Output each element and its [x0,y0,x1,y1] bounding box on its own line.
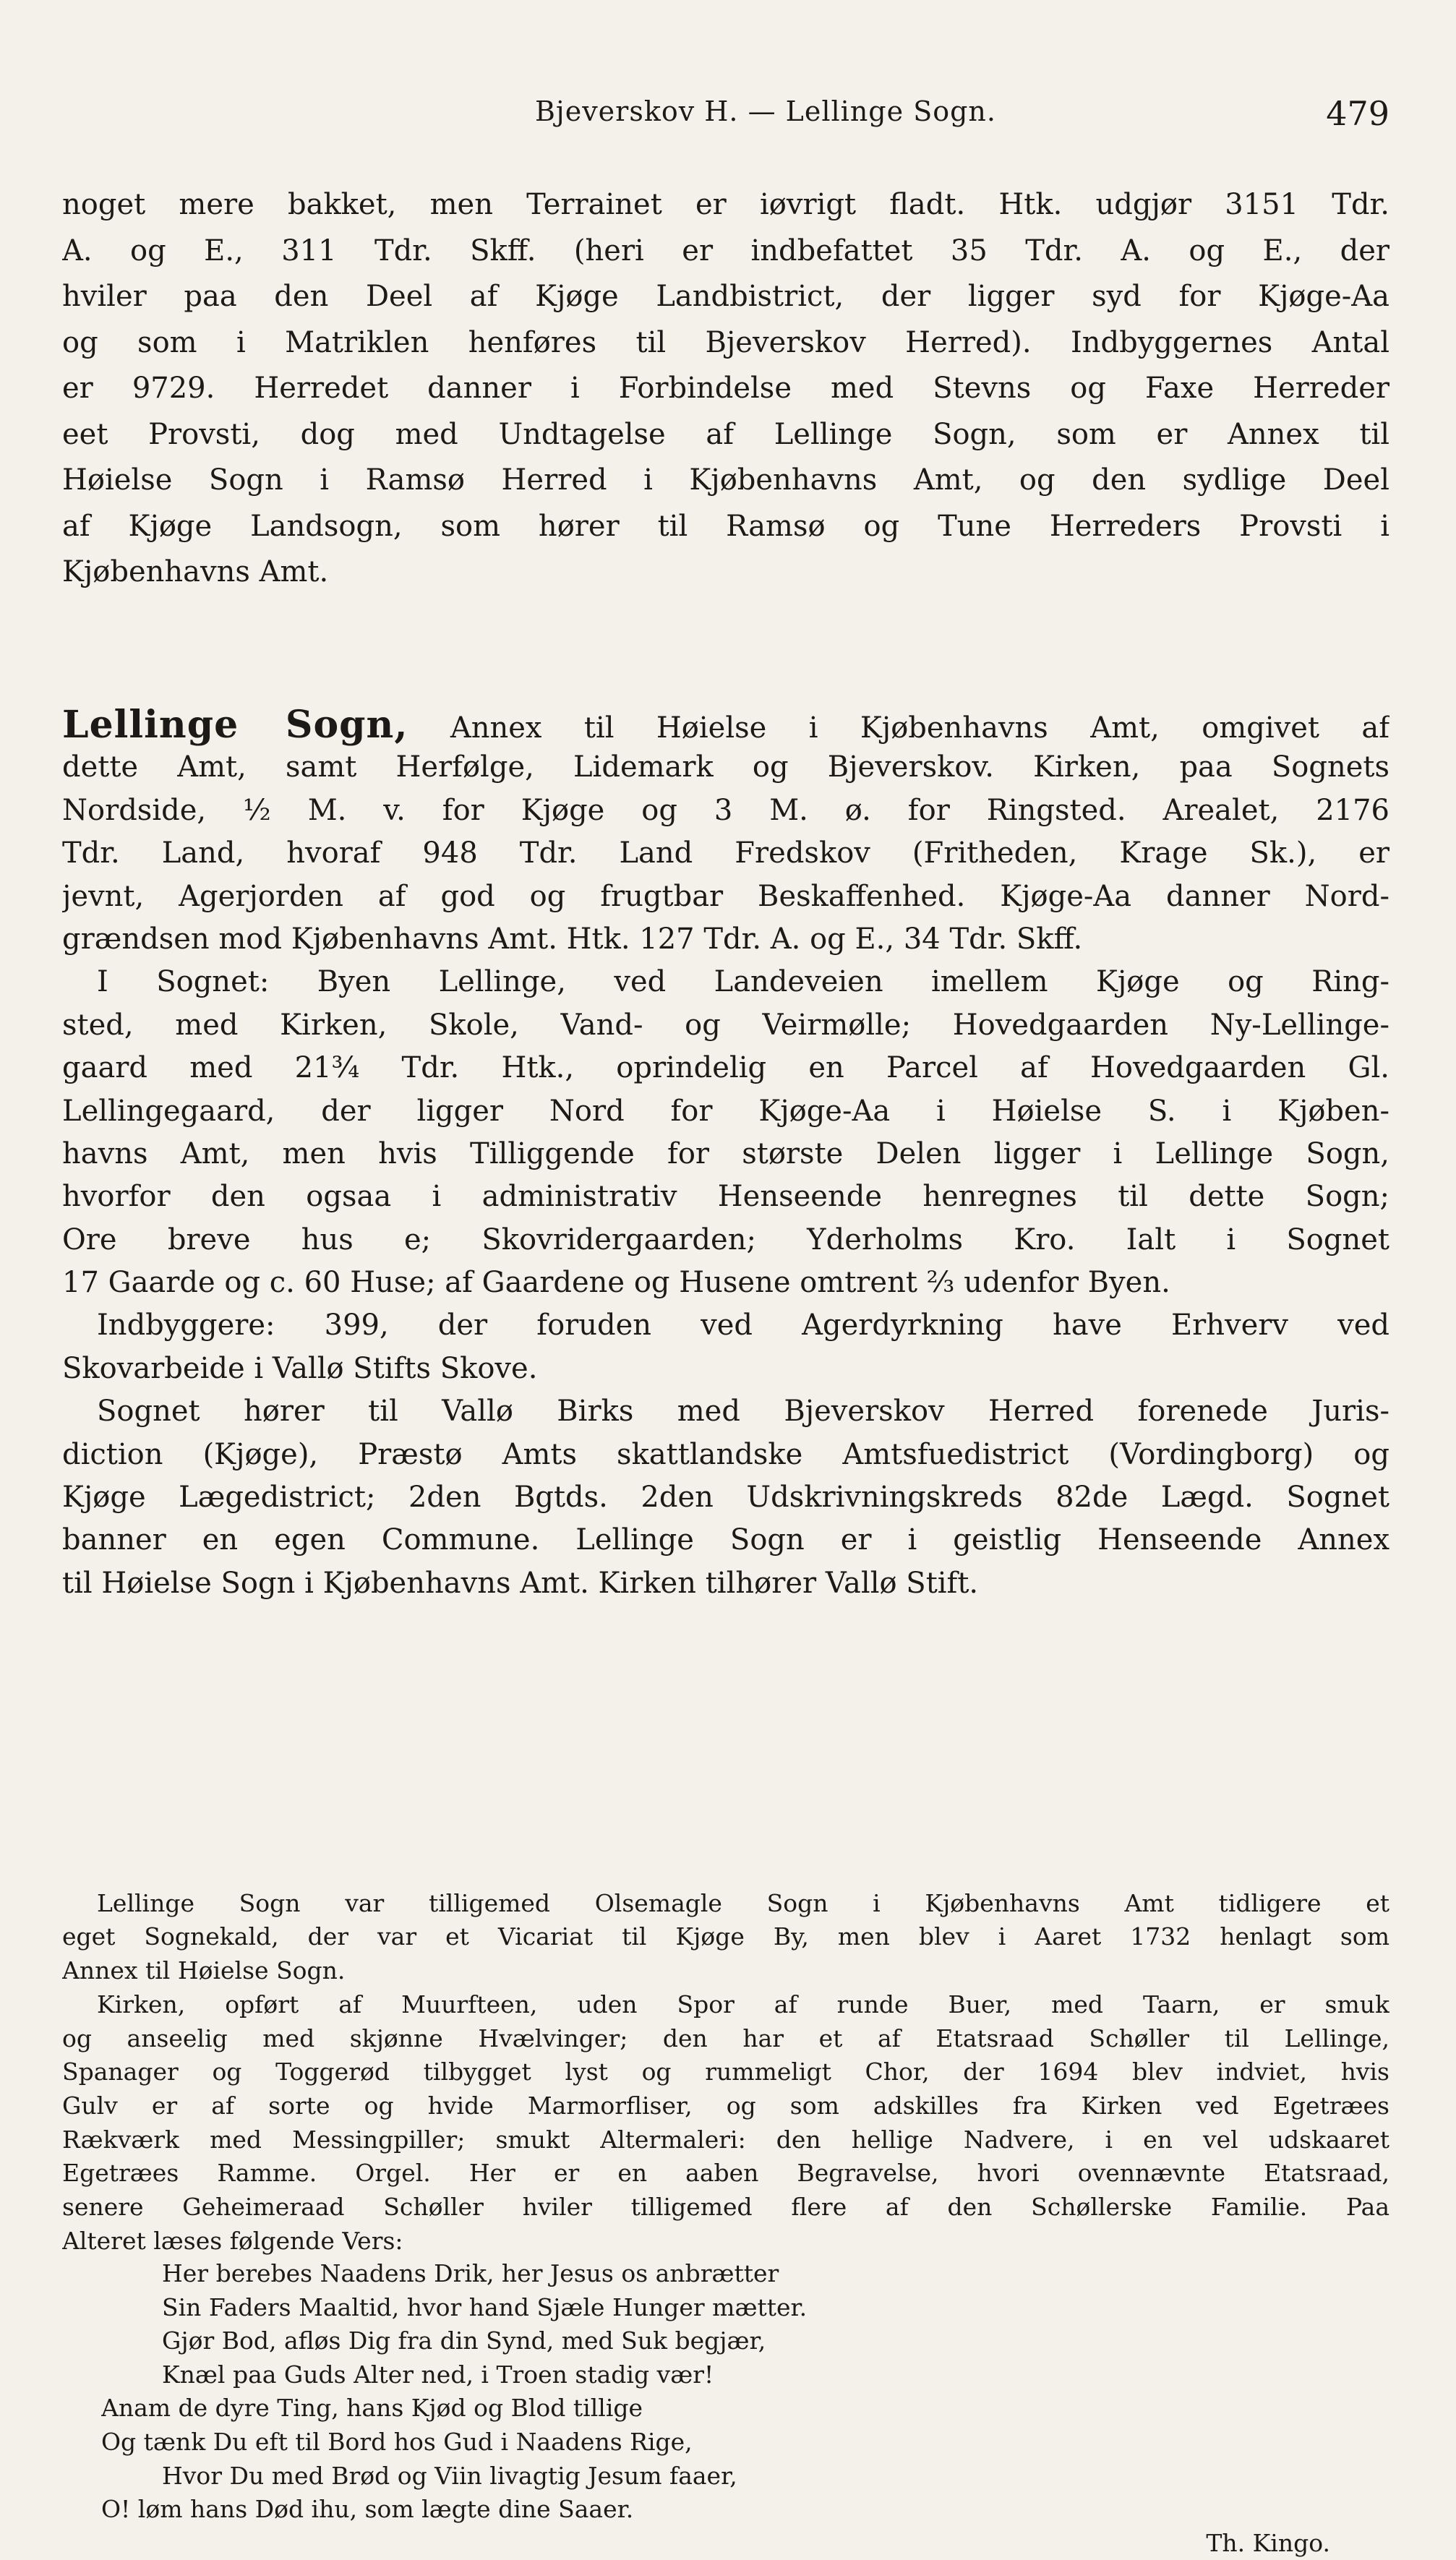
text-line: Sognet hører til Vallø Birks med Bjeverskov Herred forenede Juris- [97,1395,1389,1429]
altar-verse [101,2257,1330,2560]
text-line: Indbyggere: 399, der foruden ved Agerdyrkning have Erhverv ved [97,1309,1389,1343]
text-line: Nordside, ½ M. v. for Kjøge og 3 M. ø. for Ringsted. Arealet, 2176 [62,793,1389,827]
verse-line: Hvor Du med Brød og Viin livagtig Jesum faaer, [162,2461,737,2490]
text-line: 17 Gaarde og c. 60 Huse; af Gaardene og Husene omtrent ⅔ udenfor Byen. [62,1266,1170,1300]
running-title: Bjeverskov H. — Lellinge Sogn. [535,95,996,127]
text-line: og anseelig med skjønne Hvælvinger; den har et af Etatsraad Schøller til Lellinge, [62,2024,1389,2052]
text-line: Annex til Høielse Sogn. [62,1956,346,1985]
text-line: Ore breve hus e; Skovridergaarden; Yderholms Kro. Ialt i Sognet [62,1223,1389,1257]
verse-line: O! løm hans Død ihu, som lægte dine Saaer. [101,2495,634,2524]
text-line: jevnt, Agerjorden af god og frugtbar Beskaffenhed. Kjøge-Aa danner Nord- [62,879,1389,913]
verse-line: Anam de dyre Ting, hans Kjød og Blod tillige [101,2394,643,2423]
parish-entry [62,703,1389,1605]
text-line: Lellingegaard, der ligger Nord for Kjøge-Aa i Høielse S. i Kjøben- [62,1094,1389,1128]
text-line: banner en egen Commune. Lellinge Sogn er i geistlig Henseende Annex [62,1523,1389,1557]
text-line: Kirken, opført af Muurfteen, uden Spor af runde Buer, med Taarn, er smuk [97,1990,1389,2019]
text-line: Spanager og Toggerød tilbygget lyst og rummeligt Chor, der 1694 blev indviet, hvis [62,2058,1389,2086]
text-line: Skovarbeide i Vallø Stifts Skove. [62,1351,538,1385]
text-span: Annex til Høielse i Kjøbenhavns Amt, omgivet af [450,711,1389,745]
text-line: Lellinge Sogn var tilligemed Olsemagle Sogn i Kjøbenhavns Amt tidligere et [97,1889,1389,1917]
text-line: dette Amt, samt Herfølge, Lidemark og Bjeverskov. Kirken, paa Sognets [62,750,1389,784]
text-line: diction (Kjøge), Præstø Amts skattlandske Amtsfuedistrict (Vordingborg) og [62,1437,1389,1471]
text-line: Kjøge Lægedistrict; 2den Bgtds. 2den Udskrivningskreds 82de Lægd. Sognet [62,1481,1389,1515]
text-line: grændsen mod Kjøbenhavns Amt. Htk. 127 Tdr. A. og E., 34 Tdr. Skff. [62,922,1083,956]
parish-heading: Lellinge Sogn, [62,703,408,747]
running-header [0,88,1456,132]
text-line: af Kjøge Landsogn, som hører til Ramsø og Tune Herreders Provsti i [62,509,1389,543]
text-line: A. og E., 311 Tdr. Skff. (heri er indbefattet 35 Tdr. A. og E., der [62,234,1389,267]
intro-paragraph [62,182,1389,596]
text-line: Rækværk med Messingpiller; smukt Altermaleri: den hellige Nadvere, i en vel udskaaret [62,2125,1389,2154]
text-line: eget Sognekald, der var et Vicariat til Kjøge By, men blev i Aaret 1732 henlagt som [62,1922,1389,1951]
church-description [62,1988,1389,2259]
verse-line: Her berebes Naadens Drik, her Jesus os anbrætter [162,2259,779,2287]
text-line: hviler paa den Deel af Kjøge Landbistrict, der ligger syd for Kjøge-Aa [62,280,1389,313]
verse-signature: Th. Kingo. [1206,2528,1330,2557]
verse-line: Og tænk Du eft til Bord hos Gud i Naadens Rige, [101,2427,693,2456]
text-line: I Sognet: Byen Lellinge, ved Landeveien imellem Kjøge og Ring- [97,965,1389,999]
verse-line: Sin Faders Maaltid, hvor hand Sjæle Hunger mætter. [162,2293,808,2321]
text-line: til Høielse Sogn i Kjøbenhavns Amt. Kirken tilhører Vallø Stift. [62,1566,979,1600]
text-line: senere Geheimeraad Schøller hviler tilligemed flere af den Schøllerske Familie. Paa [62,2193,1389,2222]
text-line: Tdr. Land, hvoraf 948 Tdr. Land Fredskov (Fritheden, Krage Sk.), er [62,836,1389,870]
text-line: hvorfor den ogsaa i administrativ Henseende henregnes til dette Sogn; [62,1180,1389,1214]
text-line: sted, med Kirken, Skole, Vand- og Veirmølle; Hovedgaarden Ny-Lellinge- [62,1008,1389,1042]
parish-first-line [62,703,1389,746]
text-line: Gulv er af sorte og hvide Marmorfliser, og som adskilles fra Kirken ved Egetræes [62,2092,1389,2120]
history-note [62,1887,1389,1987]
text-line: Kjøbenhavns Amt. [62,555,329,588]
text-line: er 9729. Herredet danner i Forbindelse med Stevns og Faxe Herreder [62,372,1389,405]
text-line: noget mere bakket, men Terrainet er iøvrigt fladt. Htk. udgjør 3151 Tdr. [62,188,1389,221]
text-line: gaard med 21¾ Tdr. Htk., oprindelig en Parcel af Hovedgaarden Gl. [62,1051,1389,1085]
text-line: Alteret læses følgende Vers: [62,2226,403,2255]
page-number: 479 [1326,94,1389,133]
text-line: Egetræes Ramme. Orgel. Her er en aaben Begravelse, hvori ovennævnte Etatsraad, [62,2159,1389,2188]
verse-line: Knæl paa Guds Alter ned, i Troen stadig vær! [162,2360,714,2389]
text-line: og som i Matriklen henføres til Bjeverskov Herred). Indbyggernes Antal [62,325,1389,359]
text-line: Høielse Sogn i Ramsø Herred i Kjøbenhavns Amt, og den sydlige Deel [62,463,1389,497]
text-line: havns Amt, men hvis Tilliggende for største Delen ligger i Lellinge Sogn, [62,1136,1389,1170]
text-line: eet Provsti, dog med Undtagelse af Lellinge Sogn, som er Annex til [62,417,1389,451]
verse-line: Gjør Bod, afløs Dig fra din Synd, med Suk begjær, [162,2326,766,2355]
